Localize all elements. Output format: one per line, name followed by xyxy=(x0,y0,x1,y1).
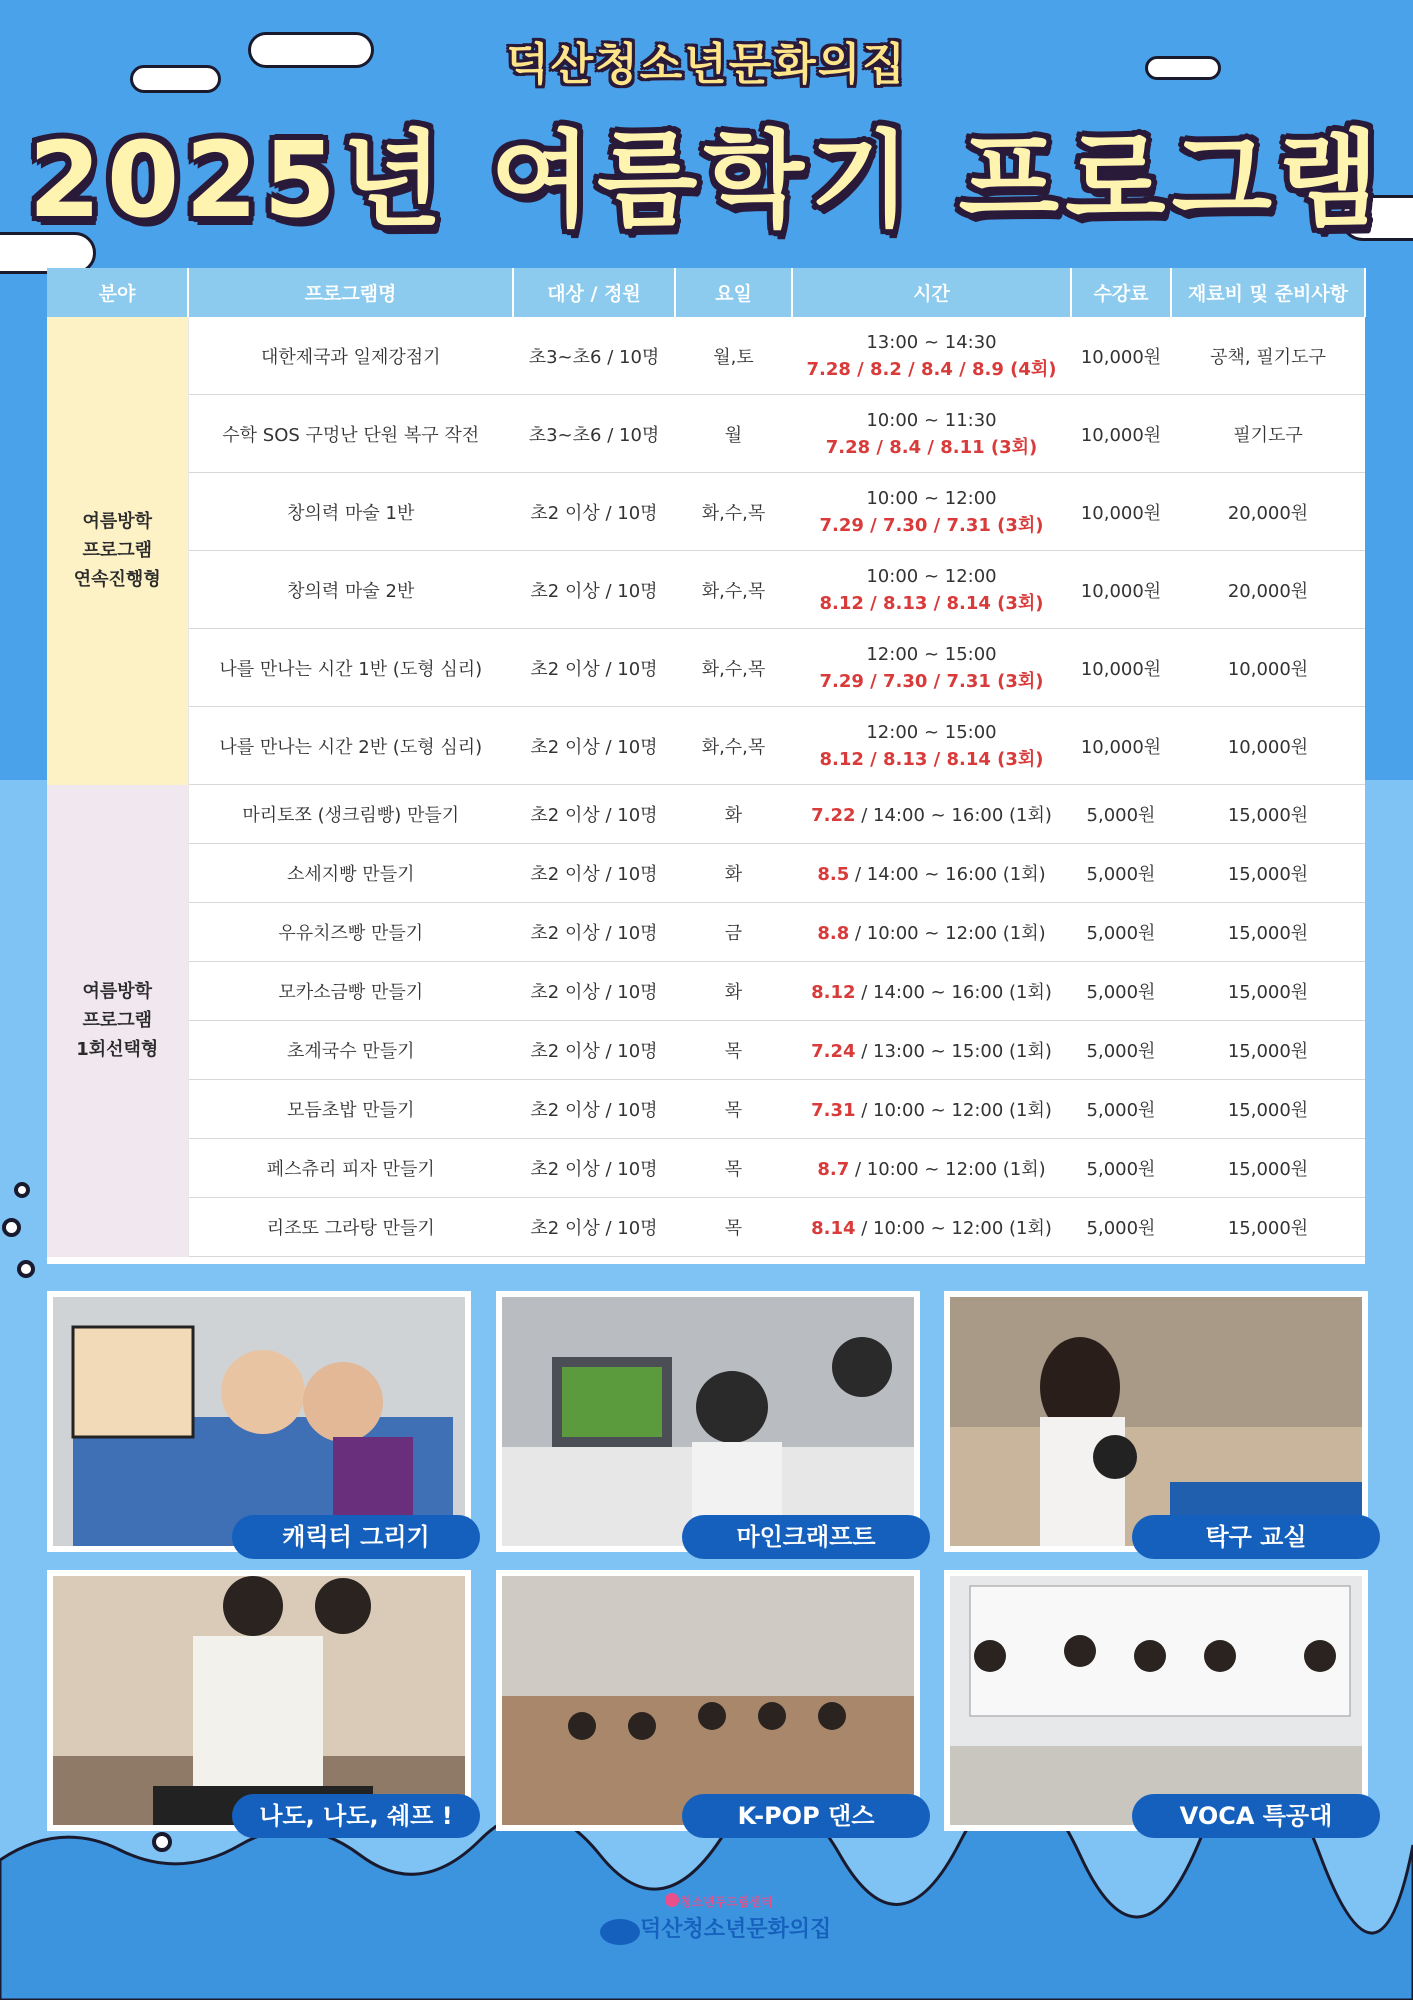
program-time xyxy=(792,395,1071,473)
photo-image xyxy=(502,1297,914,1546)
program-day: 목 xyxy=(675,1198,792,1257)
program-name: 마리토쪼 (생크림빵) 만들기 xyxy=(188,785,513,844)
header-subtitle: 덕산청소년문화의집 xyxy=(506,39,907,90)
program-time xyxy=(792,473,1071,551)
photo-image xyxy=(502,1576,914,1825)
circle-decoration xyxy=(14,1182,30,1198)
column-header: 재료비 및 준비사항 xyxy=(1171,268,1365,317)
program-day: 화,수,목 xyxy=(675,707,792,785)
session-date: 8.7 xyxy=(817,1159,850,1180)
program-time xyxy=(792,1198,1071,1257)
table-row xyxy=(47,785,1365,844)
time-range: / 14:00 ~ 16:00 (1회) xyxy=(855,805,1052,826)
program-day: 화 xyxy=(675,844,792,903)
program-target: 초3~초6 / 10명 xyxy=(513,317,675,395)
program-time xyxy=(792,1139,1071,1198)
program-materials: 10,000원 xyxy=(1171,707,1365,785)
photo-minecraft xyxy=(496,1291,920,1552)
circle-decoration xyxy=(17,1260,35,1278)
program-name: 모듬초밥 만들기 xyxy=(188,1080,513,1139)
program-target: 초2 이상 / 10명 xyxy=(513,473,675,551)
photo-image xyxy=(950,1297,1362,1546)
photo-label-kpop-dance: K-POP 댄스 xyxy=(682,1794,930,1838)
time-range: 13:00 ~ 14:30 xyxy=(866,331,997,353)
photo-image xyxy=(950,1576,1362,1825)
table-row xyxy=(47,962,1365,1021)
program-day: 월,토 xyxy=(675,317,792,395)
program-target: 초2 이상 / 10명 xyxy=(513,707,675,785)
program-name: 나를 만나는 시간 1반 (도형 심리) xyxy=(188,629,513,707)
time-range: 10:00 ~ 12:00 xyxy=(866,487,997,509)
program-target: 초2 이상 / 10명 xyxy=(513,962,675,1021)
program-day: 화,수,목 xyxy=(675,473,792,551)
session-dates: 8.12 / 8.13 / 8.14 (3회) xyxy=(819,592,1044,614)
program-materials: 15,000원 xyxy=(1171,903,1365,962)
program-materials: 20,000원 xyxy=(1171,473,1365,551)
program-time xyxy=(792,707,1071,785)
program-target: 초2 이상 / 10명 xyxy=(513,903,675,962)
program-time xyxy=(792,551,1071,629)
program-materials: 10,000원 xyxy=(1171,629,1365,707)
program-name: 페스츄리 피자 만들기 xyxy=(188,1139,513,1198)
table-row xyxy=(47,903,1365,962)
program-fee: 10,000원 xyxy=(1071,395,1171,473)
program-time xyxy=(792,1080,1071,1139)
photo-label-character-drawing: 캐릭터 그리기 xyxy=(232,1515,480,1559)
header-title: 2025년 여름학기 프로그램 xyxy=(28,119,1385,241)
program-time xyxy=(792,903,1071,962)
program-time xyxy=(792,629,1071,707)
photo-chef xyxy=(47,1570,471,1831)
program-time xyxy=(792,962,1071,1021)
program-time xyxy=(792,844,1071,903)
table-row xyxy=(47,1198,1365,1257)
program-target: 초2 이상 / 10명 xyxy=(513,551,675,629)
program-fee: 5,000원 xyxy=(1071,1080,1171,1139)
column-header: 수강료 xyxy=(1071,268,1171,317)
photo-label-minecraft: 마인크래프트 xyxy=(682,1515,930,1559)
column-header: 분야 xyxy=(47,268,188,317)
program-day: 목 xyxy=(675,1080,792,1139)
time-range: 10:00 ~ 11:30 xyxy=(866,409,997,431)
table-row xyxy=(47,707,1365,785)
program-materials: 15,000원 xyxy=(1171,844,1365,903)
program-name: 창의력 마술 1반 xyxy=(188,473,513,551)
session-date: 8.8 xyxy=(817,923,850,944)
program-name: 모카소금빵 만들기 xyxy=(188,962,513,1021)
program-fee: 10,000원 xyxy=(1071,551,1171,629)
session-dates: 7.29 / 7.30 / 7.31 (3회) xyxy=(819,514,1044,536)
program-fee: 5,000원 xyxy=(1071,962,1171,1021)
session-date: 7.22 xyxy=(811,805,856,826)
program-target: 초3~초6 / 10명 xyxy=(513,395,675,473)
program-materials: 20,000원 xyxy=(1171,551,1365,629)
program-fee: 5,000원 xyxy=(1071,844,1171,903)
program-day: 화,수,목 xyxy=(675,551,792,629)
program-day: 목 xyxy=(675,1021,792,1080)
footer-small-text: 청소년두드림센터 xyxy=(680,1895,773,1909)
program-materials: 15,000원 xyxy=(1171,1198,1365,1257)
photo-image xyxy=(53,1576,465,1825)
program-materials: 15,000원 xyxy=(1171,1021,1365,1080)
photo-label-table-tennis: 탁구 교실 xyxy=(1132,1515,1380,1559)
program-fee: 10,000원 xyxy=(1071,317,1171,395)
session-date: 8.14 xyxy=(811,1218,856,1239)
program-time xyxy=(792,317,1071,395)
program-table xyxy=(47,268,1365,1264)
program-materials: 15,000원 xyxy=(1171,962,1365,1021)
program-day: 금 xyxy=(675,903,792,962)
program-target: 초2 이상 / 10명 xyxy=(513,1198,675,1257)
column-header: 대상 / 정원 xyxy=(513,268,675,317)
table-row xyxy=(47,1021,1365,1080)
photo-voca xyxy=(944,1570,1368,1831)
program-day: 화,수,목 xyxy=(675,629,792,707)
column-header: 시간 xyxy=(792,268,1071,317)
program-target: 초2 이상 / 10명 xyxy=(513,844,675,903)
time-range: 12:00 ~ 15:00 xyxy=(866,643,997,665)
program-time xyxy=(792,1021,1071,1080)
circle-decoration xyxy=(152,1832,172,1852)
program-fee: 5,000원 xyxy=(1071,1198,1171,1257)
program-name: 대한제국과 일제강점기 xyxy=(188,317,513,395)
program-target: 초2 이상 / 10명 xyxy=(513,1080,675,1139)
program-target: 초2 이상 / 10명 xyxy=(513,1139,675,1198)
program-materials: 15,000원 xyxy=(1171,1080,1365,1139)
program-fee: 10,000원 xyxy=(1071,629,1171,707)
table-row xyxy=(47,1139,1365,1198)
program-materials: 공책, 필기도구 xyxy=(1171,317,1365,395)
category-cell: 여름방학 프로그램 연속진행형 xyxy=(47,317,188,785)
program-fee: 5,000원 xyxy=(1071,1021,1171,1080)
session-date: 8.12 xyxy=(811,982,856,1003)
program-target: 초2 이상 / 10명 xyxy=(513,1021,675,1080)
time-range: / 13:00 ~ 15:00 (1회) xyxy=(855,1041,1052,1062)
session-date: 8.5 xyxy=(817,864,850,885)
session-dates: 7.28 / 8.4 / 8.11 (3회) xyxy=(825,436,1038,458)
time-range: / 14:00 ~ 16:00 (1회) xyxy=(849,864,1046,885)
program-fee: 10,000원 xyxy=(1071,707,1171,785)
column-header: 요일 xyxy=(675,268,792,317)
photo-character-drawing xyxy=(47,1291,471,1552)
program-name: 나를 만나는 시간 2반 (도형 심리) xyxy=(188,707,513,785)
table-row xyxy=(47,629,1365,707)
circle-decoration xyxy=(2,1218,21,1237)
column-header: 프로그램명 xyxy=(188,268,513,317)
program-materials: 15,000원 xyxy=(1171,1139,1365,1198)
photo-label-chef: 나도, 나도, 쉐프 ! xyxy=(232,1794,480,1838)
time-range: 12:00 ~ 15:00 xyxy=(866,721,997,743)
table-row xyxy=(47,317,1365,395)
session-dates: 8.12 / 8.13 / 8.14 (3회) xyxy=(819,748,1044,770)
program-target: 초2 이상 / 10명 xyxy=(513,785,675,844)
program-name: 창의력 마술 2반 xyxy=(188,551,513,629)
table-row xyxy=(47,473,1365,551)
program-day: 목 xyxy=(675,1139,792,1198)
program-name: 소세지빵 만들기 xyxy=(188,844,513,903)
table-row xyxy=(47,844,1365,903)
photo-kpop-dance xyxy=(496,1570,920,1831)
photo-label-voca: VOCA 특공대 xyxy=(1132,1794,1380,1838)
session-date: 7.24 xyxy=(811,1041,856,1062)
program-materials: 필기도구 xyxy=(1171,395,1365,473)
time-range: / 10:00 ~ 12:00 (1회) xyxy=(849,923,1046,944)
session-date: 7.31 xyxy=(811,1100,856,1121)
program-materials: 15,000원 xyxy=(1171,785,1365,844)
program-fee: 5,000원 xyxy=(1071,785,1171,844)
category-cell: 여름방학 프로그램 1회선택형 xyxy=(47,785,188,1257)
table-row xyxy=(47,1080,1365,1139)
time-range: / 10:00 ~ 12:00 (1회) xyxy=(855,1100,1052,1121)
session-dates: 7.28 / 8.2 / 8.4 / 8.9 (4회) xyxy=(806,358,1057,380)
session-dates: 7.29 / 7.30 / 7.31 (3회) xyxy=(819,670,1044,692)
program-name: 우유치즈빵 만들기 xyxy=(188,903,513,962)
time-range: / 14:00 ~ 16:00 (1회) xyxy=(855,982,1052,1003)
program-day: 화 xyxy=(675,785,792,844)
table-row xyxy=(47,395,1365,473)
program-target: 초2 이상 / 10명 xyxy=(513,629,675,707)
time-range: 10:00 ~ 12:00 xyxy=(866,565,997,587)
footer-name: 덕산청소년문화의집 xyxy=(640,1917,832,1942)
program-day: 화 xyxy=(675,962,792,1021)
program-name: 수학 SOS 구멍난 단원 복구 작전 xyxy=(188,395,513,473)
table-row xyxy=(47,551,1365,629)
program-fee: 5,000원 xyxy=(1071,903,1171,962)
program-day: 월 xyxy=(675,395,792,473)
time-range: / 10:00 ~ 12:00 (1회) xyxy=(849,1159,1046,1180)
photo-table-tennis xyxy=(944,1291,1368,1552)
program-name: 리조또 그라탕 만들기 xyxy=(188,1198,513,1257)
program-fee: 10,000원 xyxy=(1071,473,1171,551)
program-time xyxy=(792,785,1071,844)
program-fee: 5,000원 xyxy=(1071,1139,1171,1198)
program-name: 초계국수 만들기 xyxy=(188,1021,513,1080)
photo-image xyxy=(53,1297,465,1546)
time-range: / 10:00 ~ 12:00 (1회) xyxy=(855,1218,1052,1239)
